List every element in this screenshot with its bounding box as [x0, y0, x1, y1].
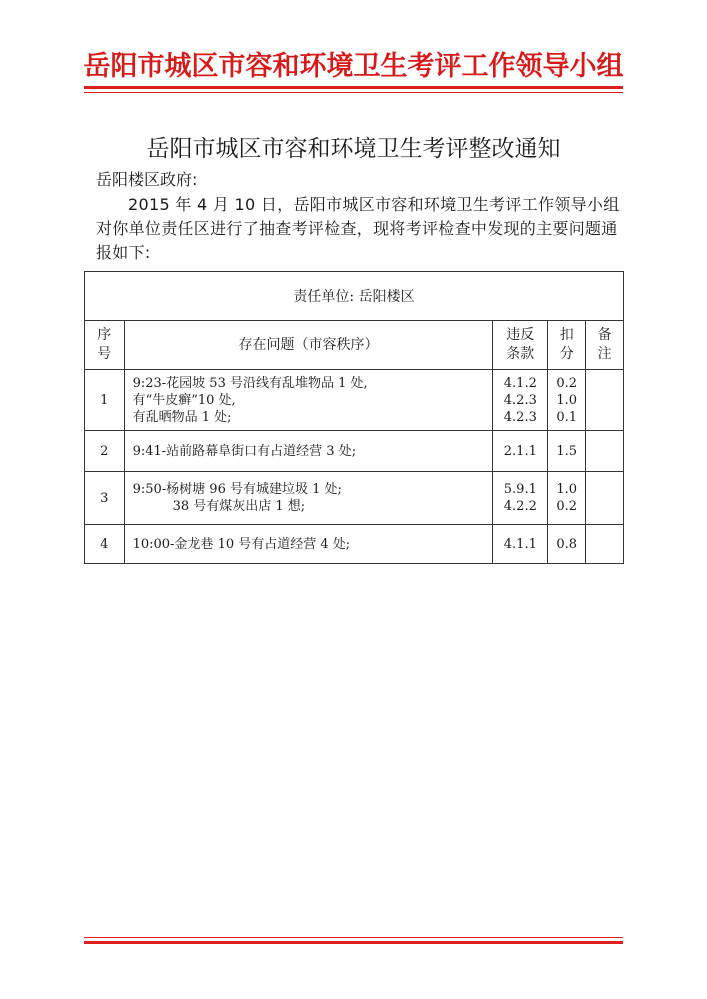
header-divider-thin [84, 92, 623, 93]
row-no: 1 [85, 370, 125, 431]
table-row [85, 525, 624, 564]
table-header-row [85, 321, 624, 370]
org-header: 岳阳市城区市容和环境卫生考评工作领导小组 [83, 51, 624, 82]
body-paragraph: 2015 年 4 月 10 日，岳阳市城区市容和环境卫生考评工作领导小组对你单位责任区进行了抽查考评检查，现将考评检查中发现的主要问题通报如下: [96, 195, 620, 262]
table-row [85, 370, 624, 431]
header-divider-thick [84, 86, 623, 89]
recipient: 岳阳楼区政府: [96, 170, 198, 189]
row-no: 3 [85, 472, 125, 525]
document-title: 岳阳市城区市容和环境卫生考评整改通知 [146, 136, 561, 162]
row-deduction: 1.5 [548, 431, 586, 472]
row-no: 2 [85, 431, 125, 472]
row-note [586, 431, 624, 472]
row-deduction: 1.0 0.2 [548, 472, 586, 525]
footer-divider-thin [84, 937, 623, 938]
table-row [85, 472, 624, 525]
header-deduction: 扣 分 [548, 321, 586, 370]
row-deduction: 0.8 [548, 525, 586, 564]
row-issue: 9:41-站前路幕阜街口有占道经营 3 处; [124, 431, 493, 472]
header-issue: 存在问题（市容秩序） [124, 321, 493, 370]
row-article: 2.1.1 [493, 431, 548, 472]
table-row [85, 431, 624, 472]
footer-divider-thick [84, 941, 623, 944]
row-note [586, 472, 624, 525]
header-note: 备 注 [586, 321, 624, 370]
row-issue: 9:23-花园坡 53 号沿线有乱堆物品 1 处, 有“牛皮癣”10 处, 有乱晒物品 1 处; [124, 370, 493, 431]
row-note [586, 370, 624, 431]
row-issue: 10:00-金龙巷 10 号有占道经营 4 处; [124, 525, 493, 564]
row-deduction: 0.2 1.0 0.1 [548, 370, 586, 431]
row-no: 4 [85, 525, 125, 564]
header-no: 序 号 [85, 321, 125, 370]
inspection-table [84, 271, 624, 564]
row-article: 4.1.2 4.2.3 4.2.3 [493, 370, 548, 431]
responsible-unit: 责任单位: 岳阳楼区 [85, 272, 624, 321]
row-issue: 9:50-杨树塘 96 号有城建垃圾 1 处; 38 号有煤灰出店 1 想; [124, 472, 493, 525]
row-note [586, 525, 624, 564]
row-article: 5.9.1 4.2.2 [493, 472, 548, 525]
header-article: 违反 条款 [493, 321, 548, 370]
row-article: 4.1.1 [493, 525, 548, 564]
